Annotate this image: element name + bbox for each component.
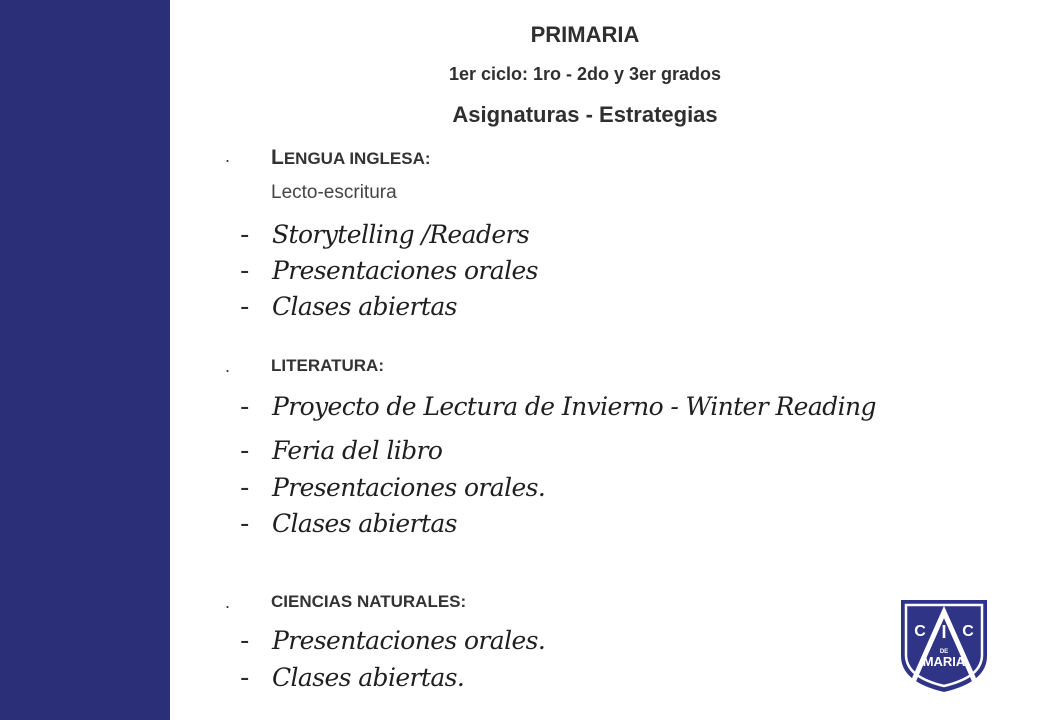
section-title: LITERATURA:	[271, 356, 384, 375]
section-header	[170, 146, 870, 176]
subject-heading: Asignaturas - Estrategias	[452, 102, 718, 127]
list-item-text: Clases abiertas	[272, 292, 457, 321]
list-dash: -	[240, 473, 250, 503]
page-subtitle: 1er ciclo: 1ro - 2do y 3er grados	[448, 64, 722, 84]
section-title-initial: L	[271, 146, 284, 169]
crest-bottom-text: MARIA	[922, 654, 966, 669]
sidebar-band	[0, 0, 170, 720]
list-item-text: Presentaciones orales.	[272, 626, 546, 655]
section-literatura	[170, 356, 876, 539]
list-dash: -	[240, 509, 250, 539]
list-item-text: Presentaciones orales.	[272, 473, 546, 502]
list-item-text: Clases abiertas	[272, 509, 457, 538]
section-bullet: .	[225, 356, 231, 376]
list-dash: -	[240, 392, 250, 422]
page-title: PRIMARIA	[530, 22, 640, 47]
list-dash: -	[240, 292, 250, 322]
list-item-text: Storytelling /Readers	[272, 220, 530, 249]
list-dash: -	[240, 626, 250, 656]
crest-letter-left: C	[914, 623, 926, 640]
section-title-rest: ENGUA INGLESA:	[283, 149, 431, 168]
list-item-text: Proyecto de Lectura de Invierno - Winter Reading	[272, 392, 876, 421]
section-header	[170, 356, 870, 386]
list-dash: -	[240, 663, 250, 693]
section-bullet: .	[225, 592, 231, 612]
slide-content	[170, 0, 1040, 720]
list-item-text: Feria del libro	[272, 436, 443, 465]
section-lengua-inglesa	[170, 146, 870, 322]
list-item-text: Clases abiertas.	[272, 663, 465, 692]
section-title	[271, 146, 431, 170]
crest-letter-center: I	[941, 622, 947, 642]
crest-small-text: DE	[939, 649, 949, 655]
section-header	[170, 592, 870, 622]
list-dash: -	[240, 436, 250, 466]
crest-letter-right: C	[962, 623, 974, 640]
list-dash: -	[240, 256, 250, 286]
section-ciencias-naturales	[170, 592, 870, 693]
section-subtitle: Lecto-escritura	[271, 182, 397, 203]
list-dash: -	[240, 220, 250, 250]
list-item-text: Presentaciones orales	[272, 256, 538, 285]
school-crest-logo	[899, 598, 989, 694]
section-title: CIENCIAS NATURALES:	[271, 592, 467, 611]
section-bullet: .	[225, 146, 231, 166]
